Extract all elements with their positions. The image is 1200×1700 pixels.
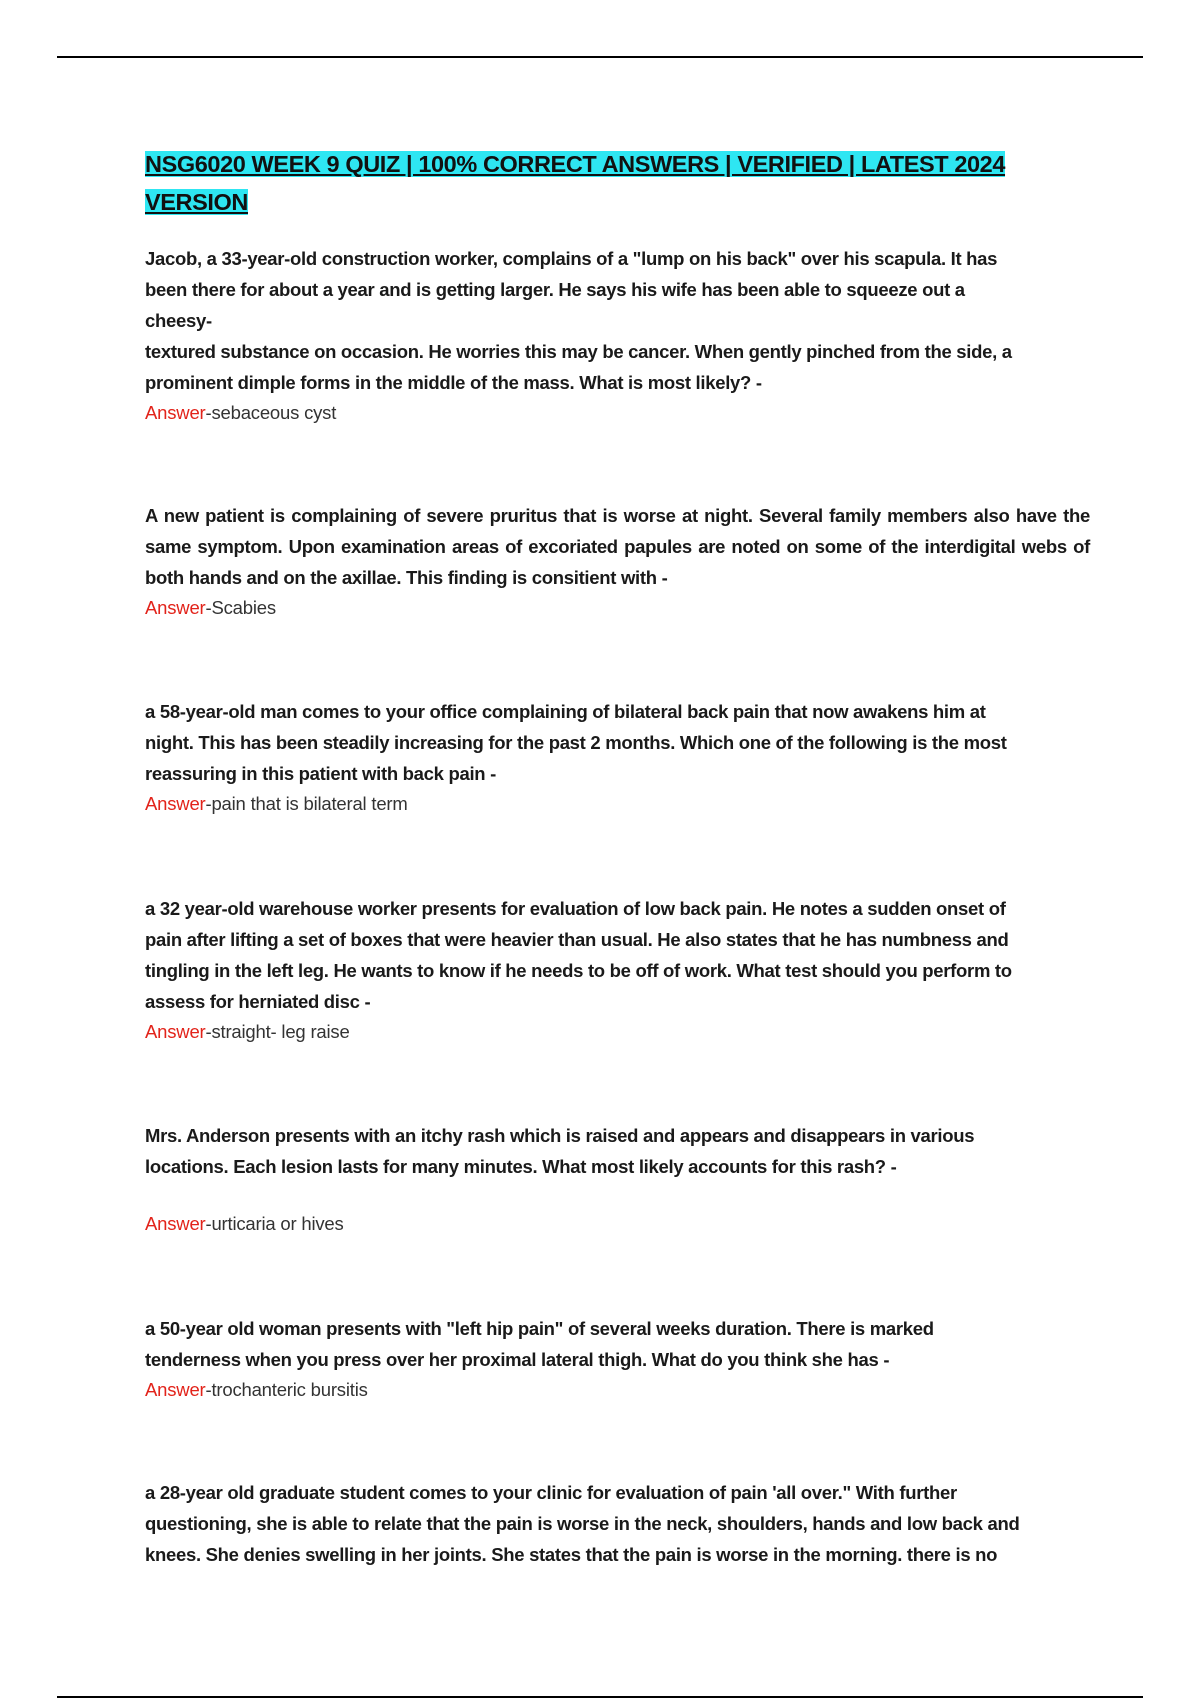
- answer-3: [145, 789, 1090, 819]
- question-line: been there for about a year and is getting larger. He says his wife has been able to squeeze out a: [145, 279, 965, 300]
- question-line: knees. She denies swelling in her joints. She states that the pain is worse in the morning. there is no: [145, 1544, 998, 1565]
- answer-text: -trochanteric bursitis: [205, 1379, 368, 1400]
- question-line: a 28-year old graduate student comes to your clinic for evaluation of pain 'all over." With further: [145, 1482, 957, 1503]
- answer-label: Answer: [145, 402, 206, 423]
- qa-item-2: [145, 500, 1090, 623]
- question-line: Mrs. Anderson presents with an itchy rash which is raised and appears and disappears in various: [145, 1125, 975, 1146]
- answer-text: -urticaria or hives: [205, 1213, 344, 1234]
- question-2: A new patient is complaining of severe pruritus that is worse at night. Several family members also have the same symptom. Upon examination areas of excoriated papules are noted on some of the interdigital webs of both hands and on the axillae. This finding is consitient with -: [145, 505, 1090, 588]
- question-line: a 58-year-old man comes to your office complaining of bilateral back pain that now awakens him at: [145, 701, 986, 722]
- top-rule: [57, 56, 1143, 58]
- question-3: [145, 696, 1090, 789]
- bottom-rule: [57, 1696, 1143, 1698]
- question-line: pain after lifting a set of boxes that were heavier than usual. He also states that he has numbness and: [145, 929, 1009, 950]
- qa-item-3: [145, 696, 1090, 819]
- question-line: assess for herniated disc -: [145, 991, 371, 1012]
- question-line: night. This has been steadily increasing for the past 2 months. Which one of the following is the most: [145, 732, 1007, 753]
- question-1: [145, 243, 1090, 398]
- answer-text: -straight- leg raise: [205, 1021, 350, 1042]
- answer-label: Answer: [145, 1379, 206, 1400]
- question-line: questioning, she is able to relate that the pain is worse in the neck, shoulders, hands and low back and: [145, 1513, 1020, 1534]
- qa-item-7: [145, 1477, 1090, 1570]
- qa-item-5: [145, 1120, 1090, 1239]
- question-line: a 32 year-old warehouse worker presents for evaluation of low back pain. He notes a sudden onset of: [145, 898, 1006, 919]
- answer-6: [145, 1375, 1090, 1405]
- answer-text: -pain that is bilateral term: [205, 793, 408, 814]
- answer-label: Answer: [145, 597, 206, 618]
- answer-label: Answer: [145, 1021, 206, 1042]
- question-line: reassuring in this patient with back pain -: [145, 763, 496, 784]
- question-line: tingling in the left leg. He wants to know if he needs to be off of work. What test should you perform to: [145, 960, 1012, 981]
- question-6: [145, 1313, 1090, 1375]
- answer-label: Answer: [145, 793, 206, 814]
- question-line: a 50-year old woman presents with "left hip pain" of several weeks duration. There is marked: [145, 1318, 934, 1339]
- question-5: [145, 1120, 1090, 1182]
- question-line: textured substance on occasion. He worries this may be cancer. When gently pinched from the side, a: [145, 341, 1012, 362]
- question-7: [145, 1477, 1090, 1570]
- answer-5: [145, 1209, 1090, 1239]
- question-4: [145, 893, 1090, 1017]
- answer-text: -Scabies: [205, 597, 276, 618]
- answer-1: [145, 398, 1090, 428]
- qa-item-1: [145, 243, 1090, 428]
- qa-item-4: [145, 893, 1090, 1047]
- title-highlight: NSG6020 WEEK 9 QUIZ | 100% CORRECT ANSWERS | VERIFIED | LATEST 2024 VERSION: [145, 151, 1006, 215]
- answer-label: Answer: [145, 1213, 206, 1234]
- question-line: prominent dimple forms in the middle of the mass. What is most likely? -: [145, 372, 762, 393]
- question-line: tenderness when you press over her proximal lateral thigh. What do you think she has -: [145, 1349, 890, 1370]
- answer-2: [145, 593, 1090, 623]
- answer-4: [145, 1017, 1090, 1047]
- answer-text: -sebaceous cyst: [205, 402, 337, 423]
- qa-item-6: [145, 1313, 1090, 1405]
- question-line: locations. Each lesion lasts for many minutes. What most likely accounts for this rash? -: [145, 1156, 897, 1177]
- document-header: [145, 145, 1090, 221]
- question-line: Jacob, a 33-year-old construction worker, complains of a "lump on his back" over his scapula. It has: [145, 248, 998, 269]
- question-line: cheesy-: [145, 310, 212, 331]
- document-title: [145, 145, 1090, 221]
